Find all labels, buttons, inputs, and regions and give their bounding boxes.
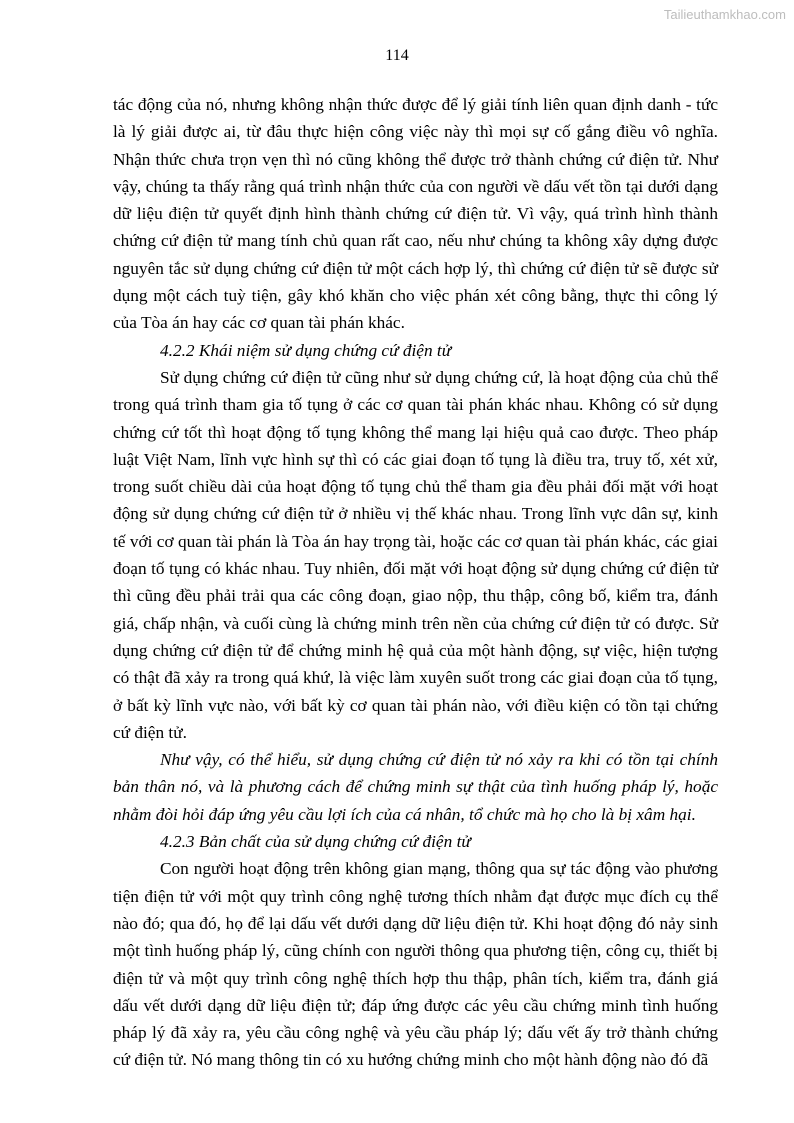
watermark: Tailieuthamkhao.com bbox=[663, 7, 786, 22]
definition-paragraph: Như vậy, có thể hiểu, sử dụng chứng cứ điện tử nó xảy ra khi có tồn tại chính bản thân nó, và là phương cách để chứng minh sự thật của tình huống pháp lý, hoặc nhằm đòi hỏi đáp ứng yêu cầu lợi ích của cá nhân, tổ chức mà họ cho là bị xâm hại. bbox=[113, 750, 718, 824]
page-body bbox=[113, 91, 718, 1074]
section-heading-4-2-3: 4.2.3 Bản chất của sử dụng chứng cứ điện tử bbox=[160, 832, 471, 852]
paragraph: Con người hoạt động trên không gian mạng, thông qua sự tác động vào phương tiện điện tử với một quy trình công nghệ tương thích nhằm đạt được mục đích cụ thể nào đó; qua đó, họ để lại dấu vết dưới dạng dữ liệu điện tử. Khi hoạt động đó nảy sinh một tình huống pháp lý, cũng chính con người thông qua phương tiện, công cụ, thiết bị điện tử và một quy trình công nghệ thích hợp thu thập, phân tích, kiểm tra, đánh giá dấu vết dưới dạng dữ liệu điện tử; đáp ứng được các yêu cầu chứng minh tình huống pháp lý đã xảy ra, yêu cầu công nghệ và yêu cầu pháp lý; dấu vết ấy trở thành chứng cứ điện tử. Nó mang thông tin có xu hướng chứng minh cho một hành động nào đó đã bbox=[113, 859, 718, 1070]
paragraph: Sử dụng chứng cứ điện tử cũng như sử dụng chứng cứ, là hoạt động của chủ thể trong quá trình tham gia tố tụng ở các cơ quan tài phán khác nhau. Không có sử dụng chứng cứ tốt thì hoạt động tố tụng không thể mang lại hiệu quả cao được. Theo pháp luật Việt Nam, lĩnh vực hình sự thì có các giai đoạn tố tụng là điều tra, truy tố, xét xử, trong suốt chiều dài của hoạt động tố tụng chủ thể tham gia đều phải đối mặt với hoạt động sử dụng chứng cứ điện tử ở nhiều vị thế khác nhau. Trong lĩnh vực dân sự, kinh tế với cơ quan tài phán là Tòa án hay trọng tài, hoặc các cơ quan tài phán khác, các giai đoạn tố tụng có khác nhau. Tuy nhiên, đối mặt với hoạt động sử dụng chứng cứ điện tử thì cũng đều phải trải qua các công đoạn, giao nộp, thu thập, công bố, kiểm tra, đánh giá, chấp nhận, và cuối cùng là chứng minh trên nền của chứng cứ điện tử có được. Sử dụng chứng cứ điện tử để chứng minh hệ quả của một hành động, sự việc, hiện tượng có thật đã xảy ra trong quá khứ, là việc làm xuyên suốt trong các giai đoạn của tố tụng, ở bất kỳ lĩnh vực nào, với bất kỳ cơ quan tài phán nào, với điều kiện có tồn tại chứng cứ điện tử. bbox=[113, 367, 718, 742]
section-heading-4-2-2: 4.2.2 Khái niệm sử dụng chứng cứ điện tử bbox=[160, 340, 452, 360]
page-number: 114 bbox=[385, 47, 409, 64]
paragraph: tác động của nó, nhưng không nhận thức được để lý giải tính liên quan định danh - tức là lý giải được ai, từ đâu thực hiện công việc này thì mọi sự cố gắng điều vô nghĩa. Nhận thức chưa trọn vẹn thì nó cũng không thể được trở thành chứng cứ điện tử. Như vậy, chúng ta thấy rằng quá trình nhận thức của con người về dấu vết tồn tại dưới dạng dữ liệu điện tử quyết định hình thành chứng cứ điện tử. Vì vậy, quá trình hình thành chứng cứ điện tử mang tính chủ quan rất cao, nếu như chúng ta không xây dựng được nguyên tắc sử dụng chứng cứ điện tử một cách hợp lý, thì chứng cứ điện tử sẽ được sử dụng một cách tuỳ tiện, gây khó khăn cho việc phán xét công bằng, thực thi công lý của Tòa án hay các cơ quan tài phán khác. bbox=[113, 95, 718, 333]
